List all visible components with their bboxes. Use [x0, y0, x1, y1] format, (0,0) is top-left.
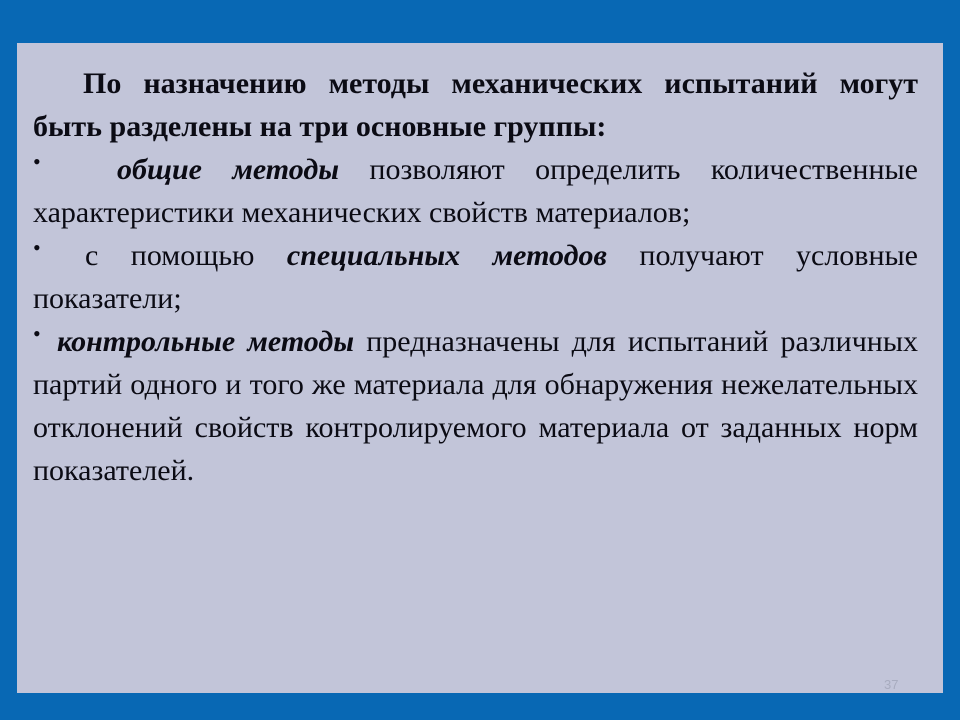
item-prefix: с помощью	[85, 239, 287, 272]
emphasis-term: общие методы	[117, 153, 340, 186]
list-item-general-methods	[33, 148, 918, 234]
item-body: получают условные показатели;	[33, 239, 918, 315]
item-body: позволяют определить количественные характеристики механических свойств материалов;	[33, 153, 918, 229]
list-item-special-methods	[33, 234, 918, 320]
emphasis-term: контрольные методы	[57, 325, 355, 358]
list-item-text	[33, 320, 918, 492]
bullet-icon: •	[33, 321, 41, 346]
slide-content	[33, 62, 918, 492]
page-number: 37	[884, 677, 899, 692]
list-item-control-methods	[33, 320, 918, 492]
bullet-icon: •	[33, 149, 41, 174]
intro-paragraph: По назначению методы механических испытаний могут быть разделены на три основные группы:	[33, 67, 918, 143]
bullet-icon: •	[33, 235, 41, 260]
item-body: предназначены для испытаний различных партий одного и того же материала для обнаружения нежелательных отклонений свойств контролируемого материала от заданных норм показателей.	[33, 325, 918, 487]
list-item-text	[33, 234, 918, 320]
emphasis-term: специальных методов	[286, 239, 607, 272]
list-item-text	[33, 148, 918, 234]
